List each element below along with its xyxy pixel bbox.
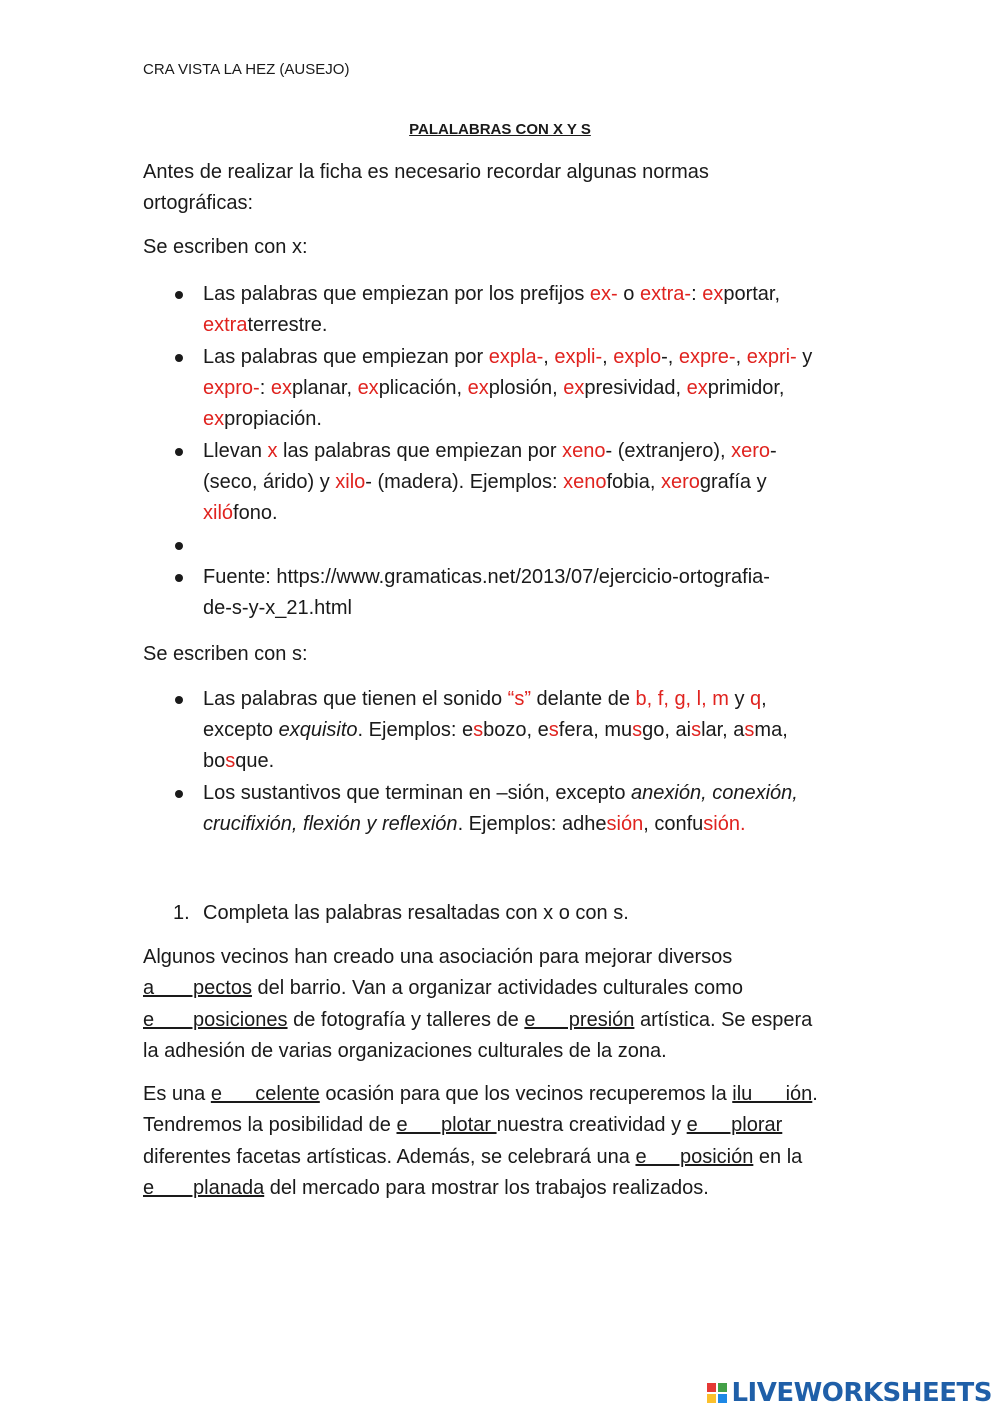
s-rule-consonants: Las palabras que tienen el sonido “s” delante de b, f, g, l, m y q, excepto exquisito. Ejemplos: esbozo, esfera, musgo, aislar, asma, bosque. [173, 684, 863, 777]
blank-excelente[interactable]: e celente [210, 1083, 320, 1105]
liveworksheets-logo[interactable] [707, 1379, 992, 1407]
bullet-icon [175, 574, 183, 582]
x-rule-source: Fuente: https://www.gramaticas.net/2013/07/ejercicio-ortografia- de-s-y-x_21.html [173, 562, 863, 624]
s-rule-sion: Los sustantivos que terminan en –sión, excepto anexión, conexión, crucifixión, flexión y reflexión. Ejemplos: adhesión, confusión. [173, 778, 863, 840]
blank-ilusion[interactable]: ilu ión [732, 1083, 813, 1105]
bullet-icon [175, 790, 183, 798]
blank-aspectos[interactable]: a pectos [143, 977, 252, 1000]
exercise-paragraph-2: Es una e celente ocasión para que los vecinos recuperemos la ilu ión. Tendremos la posibilidad de e plotar nuestra creatividad y e plorar diferentes facetas artísticas. Además, se celebrará una e posición en la e planada del mercado para mostrar los trabajos realizados. [143, 1083, 818, 1199]
blank-explotar[interactable]: e plotar [396, 1114, 497, 1137]
page-title: PALALABRAS CON X Y S [409, 121, 591, 138]
blank-exposicion[interactable]: e posición [635, 1145, 754, 1168]
intro-text [143, 157, 863, 219]
school-name: CRA VISTA LA HEZ (AUSEJO) [143, 61, 350, 78]
blank-explorar[interactable]: e plorar [686, 1114, 783, 1137]
x-rule-xeno: Llevan x las palabras que empiezan por xeno- (extranjero), xero- (seco, árido) y xilo- (madera). Ejemplos: xenofobia, xerografía y xilófono. [173, 436, 863, 529]
exercise-instruction-text: Completa las palabras resaltadas con x o con s. [203, 902, 629, 924]
blank-exposiciones[interactable]: e posiciones [143, 1008, 288, 1031]
liveworksheets-logo-icon [707, 1383, 727, 1403]
bullet-icon [175, 291, 183, 299]
blank-explanada[interactable]: e planada [143, 1176, 265, 1199]
x-rule-empty [173, 530, 863, 561]
blank-expresion[interactable]: e presión [524, 1008, 635, 1031]
bullet-icon [175, 354, 183, 362]
exercise-number: 1. [173, 902, 190, 924]
s-rules-list [173, 684, 863, 841]
bullet-icon [175, 448, 183, 456]
x-rule-prefixes: Las palabras que empiezan por los prefijos ex- o extra-: exportar, extraterrestre. [173, 279, 863, 341]
liveworksheets-logo-text: LIVEWORKSHEETS [731, 1378, 992, 1408]
s-section-heading: Se escriben con s: [143, 643, 308, 665]
bullet-icon [175, 696, 183, 704]
x-rules-list [173, 279, 863, 625]
exercise-paragraph-1: Algunos vecinos han creado una asociación para mejorar diversos a pectos del barrio. Van a organizar actividades culturales como e posiciones de fotografía y talleres de e presión artística. Se espera la adhesión de varias organizaciones culturales de la zona. [143, 946, 813, 1062]
exercise-instruction [173, 898, 629, 929]
intro-line-2: ortográficas: [143, 192, 254, 214]
x-section-heading: Se escriben con x: [143, 236, 308, 258]
bullet-icon [175, 542, 183, 550]
x-rule-expla: Las palabras que empiezan por expla-, expli-, explo-, expre-, expri- y expro-: explanar, explicación, explosión, expresividad, exprimidor, expropiación. [173, 342, 863, 435]
intro-line-1: Antes de realizar la ficha es necesario recordar algunas normas [143, 161, 709, 183]
